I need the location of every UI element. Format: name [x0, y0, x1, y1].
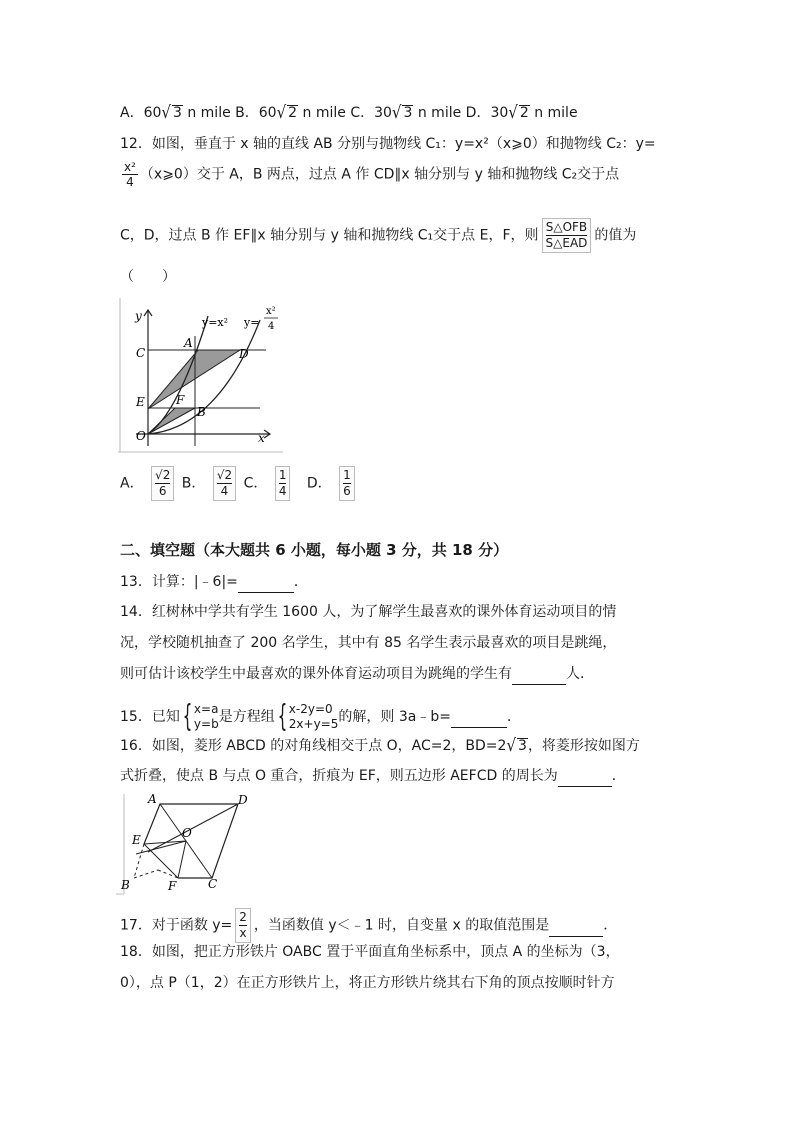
q12-options: A． $\frac{√2}{6}$ B． $\frac{√2}{4}$ C． $\frac{1}{4}$ D． $\frac{1}{6}$: [120, 466, 358, 501]
q12-line2: $\frac{\text{x²}}{4}$ （x⩾0）交于 A，B 两点，过点 A 作 CD∥x 轴分别与 y 轴和抛物线 C₂交于点: [124, 160, 620, 189]
curve2-den: 4: [268, 321, 275, 332]
q17: 17．对于函数 y= $\frac{2}{x}$ ，当函数值 y＜﹣1 时，自变量 x 的取值范围是 ．: [120, 908, 617, 943]
option-d-fraction: $\frac{1}{6}$: [339, 466, 355, 501]
answer-blank[interactable]: [558, 766, 612, 787]
point-f: F: [176, 393, 185, 407]
sqrt-d: 2: [519, 105, 529, 121]
curve1-label: y=x²: [202, 316, 229, 329]
option-b-fraction: $\frac{√2}{4}$: [213, 466, 236, 501]
equation-system: x-2y=0 2x+y=5: [288, 702, 339, 731]
answer-blank[interactable]: [238, 572, 294, 593]
q16-rhombus-figure: [116, 792, 246, 896]
pentagon-aefcd: [144, 804, 238, 878]
section-heading: 二、填空题（本大题共 6 小题，每小题 3 分，共 18 分）: [120, 541, 509, 559]
q16-line1: 16．如图，菱形 ABCD 的对角线相交于点 O，AC=2，BD=2√ 3，将菱形按如图方: [120, 734, 640, 756]
point-c: C: [136, 346, 146, 360]
point-e: E: [132, 833, 141, 847]
fraction-2-over-x: $\frac{2}{x}$: [235, 908, 251, 943]
option-c-fraction: $\frac{1}{4}$: [275, 466, 291, 501]
x-axis-label: x: [258, 431, 265, 445]
q12-answer-paren: （ ）: [120, 269, 176, 285]
q18-line2: 0），点 P（1，2）在正方形铁片上，将正方形铁片绕其右下角的顶点按顺时针方: [120, 975, 615, 991]
point-o: O: [136, 429, 146, 443]
q11-options: A．60√ 3 n mile B．60√ 2 n mile C．30√ 3 n mile D．30√ 2 n mile: [120, 101, 578, 123]
point-c: C: [208, 877, 218, 891]
area-ratio: $\frac{\text{S△OFB}}{\text{S△EAD}}$: [542, 218, 592, 253]
point-a: A: [148, 792, 157, 806]
point-a: A: [184, 336, 193, 350]
fraction-x2-over-4: $\frac{\text{x²}}{4}$: [124, 160, 136, 189]
q12-line3: C，D，过点 B 作 EF∥x 轴分别与 y 轴和抛物线 C₁交于点 E，F，则 $\frac{\text{S△OFB}}{\text{S△EAD}}$ 的值为: [120, 218, 636, 253]
point-o: O: [182, 826, 192, 840]
point-d: D: [239, 347, 249, 361]
y-axis-label: y: [135, 309, 142, 323]
q14-line2: 况，学校随机抽查了 200 名学生，其中有 85 名学生表示最喜欢的项目是跳绳，: [120, 635, 617, 651]
sqrt-b: 2: [288, 105, 298, 121]
solution-system: x=a y=b: [193, 702, 219, 731]
q12-parabola-figure: [118, 296, 288, 454]
sqrt-c: 3: [403, 105, 413, 121]
q18-line1: 18．如图，把正方形铁片 OABC 置于平面直角坐标系中，顶点 A 的坐标为（3，: [120, 944, 620, 960]
sqrt-3: 3: [518, 738, 527, 754]
q13: 13．计算：|﹣6|= ．: [120, 572, 308, 593]
q14-line1: 14．红树林中学共有学生 1600 人，为了解学生最喜欢的课外体育运动项目的情: [120, 604, 617, 620]
point-f: F: [168, 879, 177, 893]
answer-blank[interactable]: [451, 707, 507, 728]
answer-blank[interactable]: [512, 664, 566, 685]
point-e: E: [136, 395, 145, 409]
q12-line1: 12．如图，垂直于 x 轴的直线 AB 分别与抛物线 C₁：y=x²（x⩾0）和抛物线 C₂：y=: [120, 136, 656, 152]
answer-blank[interactable]: [549, 916, 603, 937]
q14-line3: 则可估计该校学生中最喜欢的课外体育运动项目为跳绳的学生有 人．: [120, 664, 594, 685]
option-a-fraction: $\frac{√2}{6}$: [151, 466, 174, 501]
q16-line2: 式折叠，使点 B 与点 O 重合，折痕为 EF，则五边形 AEFCD 的周长为 ．: [120, 766, 626, 787]
point-d: D: [238, 793, 248, 807]
curve2-label: y=: [244, 316, 260, 329]
point-b: B: [197, 405, 206, 419]
point-b: B: [121, 878, 130, 892]
sqrt-a: 3: [172, 105, 182, 121]
q15: 15．已知{ x=a y=b是方程组{ x-2y=0 2x+y=5的解，则 3a﹣b= ．: [120, 699, 521, 734]
curve2-num: x²: [266, 306, 276, 317]
